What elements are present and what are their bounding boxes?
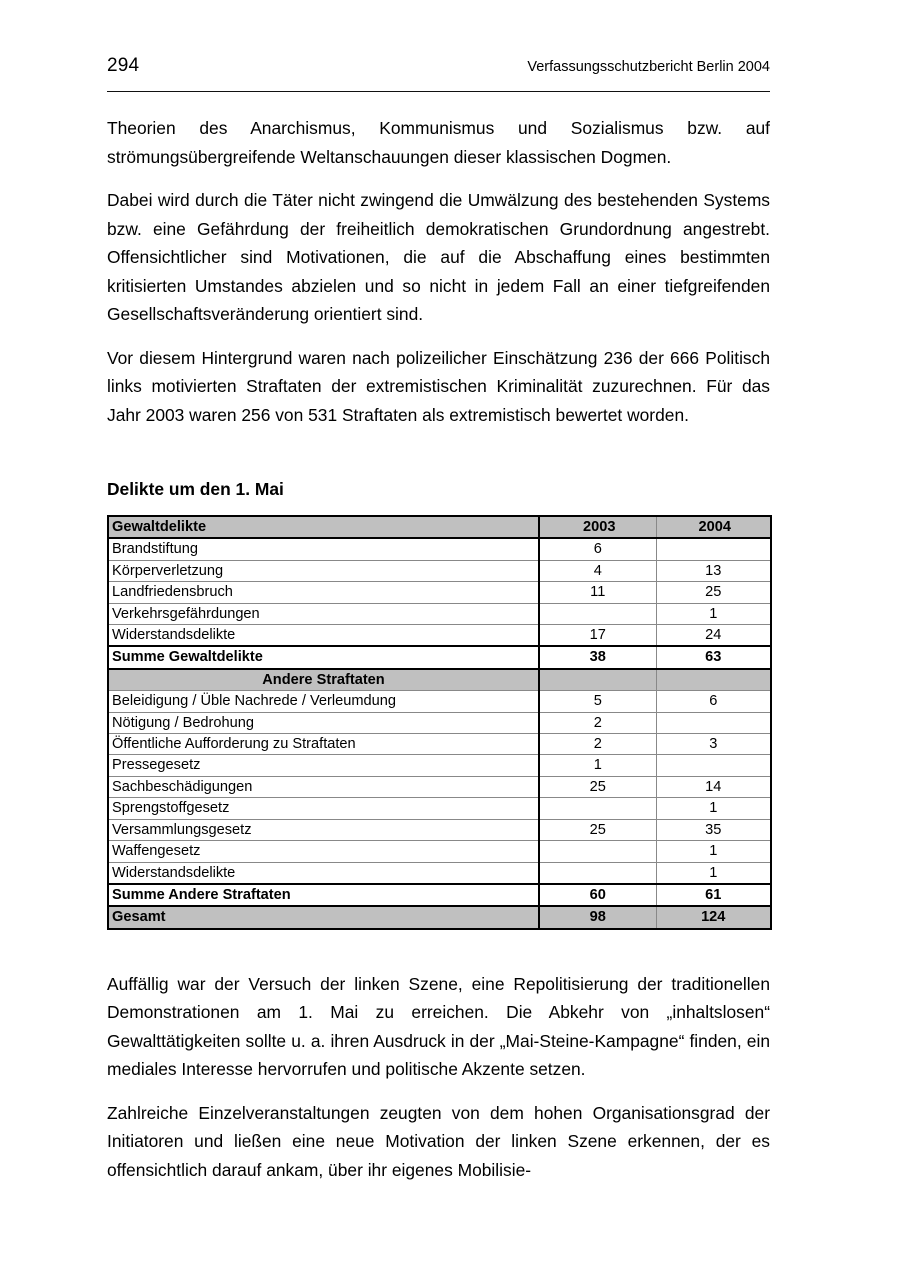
row-label: Landfriedensbruch bbox=[108, 582, 539, 603]
row-label: Sachbeschädigungen bbox=[108, 776, 539, 797]
cell-2003 bbox=[539, 798, 656, 819]
paragraph-3: Vor diesem Hintergrund waren nach polizeilicher Einschätzung 236 der 666 Politisch links motivierten Straftaten der extremistischen Kriminalität zuzurechnen. Für das Jahr 2003 waren 256 von 531 Straftaten als extremistisch bewertet worden. bbox=[107, 347, 770, 425]
row-label: Beleidigung / Üble Nachrede / Verleumdung bbox=[108, 691, 539, 712]
row-label: Nötigung / Bedrohung bbox=[108, 712, 539, 733]
paragraph-4: Auffällig war der Versuch der linken Szene, eine Repolitisierung der traditionellen Demonstrationen am 1. Mai zu erreichen. Die Abkehr von „inhaltslosen“ Gewalttätigkeiten sollte u. a. ihren Ausdruck in der „Mai-Steine-Kampagne“ finden, ein mediales Interesse hervorrufen und politische Akzente setzen. bbox=[107, 973, 770, 1080]
row-label: Gesamt bbox=[108, 906, 539, 928]
table-subtotal-row bbox=[108, 884, 771, 906]
cell-2003 bbox=[539, 603, 656, 624]
row-label: Waffengesetz bbox=[108, 841, 539, 862]
paragraph-2: Dabei wird durch die Täter nicht zwingend die Umwälzung des bestehenden Systems bzw. eine Gefährdung der freiheitlich demokratischen Grundordnung angestrebt. Offensichtlicher sind Motivationen, die auf die Abschaffung eines bestimmten kritisierten Umstandes abzielen und so nicht in jedem Fall an einer tiefgreifenden Gesellschaftsveränderung orientiert sind. bbox=[107, 190, 770, 324]
cell-2003: 98 bbox=[539, 906, 656, 928]
table-row bbox=[108, 712, 771, 733]
page-number: 294 bbox=[107, 55, 140, 76]
table-subtotal-row bbox=[108, 646, 771, 668]
cell-2004: 24 bbox=[656, 625, 771, 647]
cell-2004: 13 bbox=[656, 560, 771, 581]
cell-2004: 1 bbox=[656, 798, 771, 819]
running-title: Verfassungsschutzbericht Berlin 2004 bbox=[527, 59, 770, 75]
table-row bbox=[108, 560, 771, 581]
cell-2004 bbox=[656, 538, 771, 560]
header-rule bbox=[107, 91, 770, 92]
section-cell-2004 bbox=[656, 669, 771, 691]
cell-2003: 38 bbox=[539, 646, 656, 668]
cell-2003: 6 bbox=[539, 538, 656, 560]
section-cell-2003 bbox=[539, 669, 656, 691]
table-total-row bbox=[108, 906, 771, 928]
table-row bbox=[108, 841, 771, 862]
cell-2003: 5 bbox=[539, 691, 656, 712]
table-row bbox=[108, 798, 771, 819]
table-row bbox=[108, 862, 771, 884]
cell-2004: 124 bbox=[656, 906, 771, 928]
row-label: Summe Andere Straftaten bbox=[108, 884, 539, 906]
spacer bbox=[107, 444, 770, 478]
cell-2004: 1 bbox=[656, 603, 771, 624]
page-content bbox=[107, 0, 770, 1184]
row-label: Brandstiftung bbox=[108, 538, 539, 560]
spacer bbox=[107, 930, 770, 970]
cell-2004 bbox=[656, 712, 771, 733]
cell-2003: 1 bbox=[539, 755, 656, 776]
table-row bbox=[108, 603, 771, 624]
cell-2004: 6 bbox=[656, 691, 771, 712]
cell-2003: 2 bbox=[539, 734, 656, 755]
cell-2004: 3 bbox=[656, 734, 771, 755]
cell-2003 bbox=[539, 841, 656, 862]
row-label: Widerstandsdelikte bbox=[108, 862, 539, 884]
cell-2003: 17 bbox=[539, 625, 656, 647]
delikte-table bbox=[107, 515, 772, 930]
row-label: Sprengstoffgesetz bbox=[108, 798, 539, 819]
table-row bbox=[108, 625, 771, 647]
table-row bbox=[108, 755, 771, 776]
cell-2004: 1 bbox=[656, 862, 771, 884]
column-header-category: Gewaltdelikte bbox=[108, 516, 539, 538]
cell-2003: 11 bbox=[539, 582, 656, 603]
cell-2003: 4 bbox=[539, 560, 656, 581]
table-row bbox=[108, 538, 771, 560]
table-heading: Delikte um den 1. Mai bbox=[107, 479, 284, 499]
table-header-row bbox=[108, 516, 771, 538]
running-head bbox=[107, 55, 770, 89]
row-label: Öffentliche Aufforderung zu Straftaten bbox=[108, 734, 539, 755]
cell-2004: 1 bbox=[656, 841, 771, 862]
table-section-header-row bbox=[108, 669, 771, 691]
cell-2003: 25 bbox=[539, 819, 656, 840]
cell-2004 bbox=[656, 755, 771, 776]
cell-2004: 63 bbox=[656, 646, 771, 668]
table-row bbox=[108, 776, 771, 797]
cell-2004: 35 bbox=[656, 819, 771, 840]
table-row bbox=[108, 819, 771, 840]
table-row bbox=[108, 582, 771, 603]
row-label: Körperverletzung bbox=[108, 560, 539, 581]
row-label: Pressegesetz bbox=[108, 755, 539, 776]
table-row bbox=[108, 734, 771, 755]
paragraph-5: Zahlreiche Einzelveranstaltungen zeugten von dem hohen Organisationsgrad der Initiatoren und ließen eine neue Motivation der linken Szene erkennen, der es offensichtlich darauf ankam, über ihr eigenes Mobilisie- bbox=[107, 1102, 770, 1180]
row-label: Widerstandsdelikte bbox=[108, 625, 539, 647]
row-label: Summe Gewaltdelikte bbox=[108, 646, 539, 668]
cell-2004: 14 bbox=[656, 776, 771, 797]
spacer bbox=[107, 500, 770, 515]
cell-2004: 61 bbox=[656, 884, 771, 906]
cell-2003 bbox=[539, 862, 656, 884]
cell-2003: 2 bbox=[539, 712, 656, 733]
column-header-2003: 2003 bbox=[539, 516, 656, 538]
section-label: Andere Straftaten bbox=[108, 669, 539, 691]
cell-2003: 25 bbox=[539, 776, 656, 797]
cell-2004: 25 bbox=[656, 582, 771, 603]
column-header-2004: 2004 bbox=[656, 516, 771, 538]
cell-2003: 60 bbox=[539, 884, 656, 906]
row-label: Verkehrsgefährdungen bbox=[108, 603, 539, 624]
paragraph-1: Theorien des Anarchismus, Kommunismus und Sozialismus bzw. auf strömungsübergreifende Weltanschauungen dieser klassischen Dogmen. bbox=[107, 118, 770, 167]
row-label: Versammlungsgesetz bbox=[108, 819, 539, 840]
table-row bbox=[108, 691, 771, 712]
